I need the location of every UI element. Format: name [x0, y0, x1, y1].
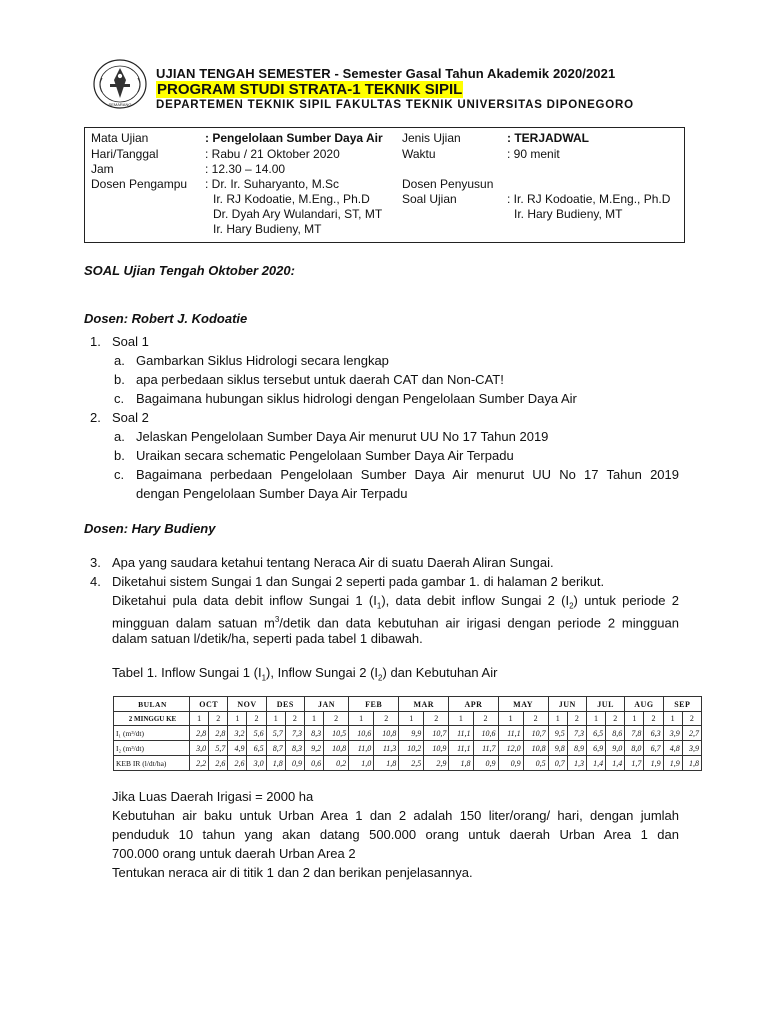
month-header: FEB — [349, 697, 399, 712]
table-cell: 6,9 — [586, 741, 605, 756]
week-header: 1 — [190, 712, 209, 726]
q2-number: 2. — [90, 410, 101, 425]
table-cell: 3,0 — [247, 756, 266, 771]
week-header: 1 — [586, 712, 605, 726]
month-header: MAY — [498, 697, 548, 712]
table-cell: 1,8 — [449, 756, 473, 771]
row-label-keb-ir: KEB IR (l/dt/ha) — [114, 756, 190, 771]
penyusun-label-2: Soal Ujian — [402, 192, 457, 206]
table-cell: 8,6 — [606, 726, 625, 741]
table-cell: 10,8 — [523, 741, 548, 756]
table-cell: 8,3 — [285, 741, 304, 756]
week-header: 2 — [209, 712, 228, 726]
table-cell: 0,9 — [473, 756, 498, 771]
week-header: 2 — [247, 712, 266, 726]
table-cell: 1,9 — [644, 756, 663, 771]
table-cell: 10,9 — [424, 741, 449, 756]
week-header: 1 — [228, 712, 247, 726]
table-cell: 12,0 — [498, 741, 523, 756]
table-cell: 10,8 — [374, 726, 399, 741]
table-cell: 3,9 — [682, 741, 701, 756]
table-cell: 0,7 — [548, 756, 567, 771]
week-header: 1 — [304, 712, 323, 726]
svg-text:SEMARANG: SEMARANG — [108, 102, 132, 107]
week-header: 1 — [266, 712, 285, 726]
table-cell: 0,5 — [523, 756, 548, 771]
table-cell: 1,9 — [663, 756, 682, 771]
dosen-pengampu-label: Dosen Pengampu — [91, 177, 188, 191]
week-header: 1 — [498, 712, 523, 726]
jam-label: Jam — [91, 162, 114, 176]
table-cell: 5,7 — [209, 741, 228, 756]
table-row-keb-ir — [114, 756, 702, 771]
table-cell: 6,5 — [247, 741, 266, 756]
table-cell: 2,6 — [209, 756, 228, 771]
dosen-pengampu-2: Ir. RJ Kodoatie, M.Eng., Ph.D — [213, 192, 370, 206]
month-header: APR — [449, 697, 498, 712]
q4-line1: Diketahui sistem Sungai 1 dan Sungai 2 seperti pada gambar 1. di halaman 2 berikut. — [112, 574, 605, 589]
table-cell: 11,1 — [449, 741, 473, 756]
month-header: DES — [266, 697, 304, 712]
table-row-i1 — [114, 726, 702, 741]
jenis-value: : TERJADWAL — [507, 131, 589, 145]
table-cell: 1,0 — [349, 756, 374, 771]
table-cell: 6,5 — [586, 726, 605, 741]
month-header: JAN — [304, 697, 348, 712]
table-cell: 11,7 — [473, 741, 498, 756]
week-header: 2 — [644, 712, 663, 726]
mata-ujian-value: : Pengelolaan Sumber Daya Air — [205, 131, 383, 145]
luas-irigasi-text: Jika Luas Daerah Irigasi = 2000 ha — [112, 789, 314, 804]
penyusun-2: Ir. Hary Budieny, MT — [514, 207, 623, 221]
exam-header-line1: UJIAN TENGAH SEMESTER - Semester Gasal Tahun Akademik 2020/2021 — [156, 66, 616, 81]
q2a-text: Jelaskan Pengelolaan Sumber Daya Air menurut UU No 17 Tahun 2019 — [136, 429, 549, 444]
table-cell: 9,5 — [548, 726, 567, 741]
hari-label: Hari/Tanggal — [91, 147, 159, 161]
week-header: 2 — [424, 712, 449, 726]
table-cell: 9,0 — [606, 741, 625, 756]
table-cell: 1,8 — [374, 756, 399, 771]
table-cell: 11,1 — [449, 726, 473, 741]
q4-line4: dalam satuan l/detik/ha, seperti pada tabel 1 dibawah. — [112, 631, 423, 646]
q2b-marker: b. — [114, 448, 125, 463]
q1-number: 1. — [90, 334, 101, 349]
q1-title: Soal 1 — [112, 334, 149, 349]
table-cell: 2,6 — [228, 756, 247, 771]
table-cell: 4,8 — [663, 741, 682, 756]
q3-text: Apa yang saudara ketahui tentang Neraca Air di suatu Daerah Aliran Sungai. — [112, 555, 554, 570]
table-cell: 6,7 — [644, 741, 663, 756]
q2a-marker: a. — [114, 429, 125, 444]
table-cell: 3,9 — [663, 726, 682, 741]
kebutuhan-line1: Kebutuhan air baku untuk Urban Area 1 dan 2 adalah 150 liter/orang/ hari, dengan jumlah — [112, 808, 679, 823]
month-header: JUL — [586, 697, 624, 712]
month-header: SEP — [663, 697, 701, 712]
table-cell: 5,6 — [247, 726, 266, 741]
table-row-i2 — [114, 741, 702, 756]
table-cell: 10,2 — [399, 741, 424, 756]
week-header: 2 — [473, 712, 498, 726]
header-minggu: 2 MINGGU KE — [114, 712, 190, 726]
table-cell: 1,8 — [682, 756, 701, 771]
table-cell: 0,2 — [324, 756, 349, 771]
table-cell: 10,7 — [523, 726, 548, 741]
q2-title: Soal 2 — [112, 410, 149, 425]
table-cell: 2,2 — [190, 756, 209, 771]
month-header: OCT — [190, 697, 228, 712]
dosen-pengampu-1: : Dr. Ir. Suharyanto, M.Sc — [205, 177, 340, 191]
row-label-i1: I₁ (m³/dt) — [114, 726, 190, 741]
table-cell: 1,4 — [586, 756, 605, 771]
penyusun-1: : Ir. RJ Kodoatie, M.Eng., Ph.D — [507, 192, 671, 206]
month-header: AUG — [625, 697, 663, 712]
table-cell: 1,3 — [567, 756, 586, 771]
q4-line3: mingguan dalam satuan $m^3$/detik dan data kebutuhan air irigasi dengan periode 2 mingguan — [112, 615, 679, 631]
table-cell: 10,8 — [324, 741, 349, 756]
table-cell: 0,6 — [304, 756, 323, 771]
table-cell: 7,3 — [567, 726, 586, 741]
table-cell: 11,1 — [498, 726, 523, 741]
table-cell: 3,2 — [228, 726, 247, 741]
table-cell: 9,8 — [548, 741, 567, 756]
month-header: JUN — [548, 697, 586, 712]
week-header: 1 — [349, 712, 374, 726]
table-cell: 1,4 — [606, 756, 625, 771]
table-cell: 8,3 — [304, 726, 323, 741]
table-cell: 2,7 — [682, 726, 701, 741]
q2b-text: Uraikan secara schematic Pengelolaan Sumber Daya Air Terpadu — [136, 448, 514, 463]
dosen-2-heading: Dosen: Hary Budieny — [84, 521, 216, 536]
table-cell: 1,8 — [266, 756, 285, 771]
table-cell: 7,8 — [625, 726, 644, 741]
week-header: 2 — [682, 712, 701, 726]
q4-line2: Diketahui pula data debit inflow Sungai 1 $(I_1)$, data debit inflow Sungai 2 $(I_2)$ untuk periode 2 — [112, 593, 679, 611]
table-cell: 2,9 — [424, 756, 449, 771]
table-cell: 8,7 — [266, 741, 285, 756]
month-header: NOV — [228, 697, 266, 712]
week-header: 2 — [606, 712, 625, 726]
hari-value: : Rabu / 21 Oktober 2020 — [205, 147, 340, 161]
dosen-pengampu-3: Dr. Dyah Ary Wulandari, ST, MT — [213, 207, 383, 221]
inflow-table — [113, 696, 702, 771]
week-header: 1 — [625, 712, 644, 726]
table-cell: 11,0 — [349, 741, 374, 756]
dosen-pengampu-4: Ir. Hary Budieny, MT — [213, 222, 322, 236]
task-text: Tentukan neraca air di titik 1 dan 2 dan berikan penjelasannya. — [112, 865, 473, 880]
q1c-marker: c. — [114, 391, 125, 406]
table-caption: Tabel 1. Inflow Sungai 1 $(I_1)$, Inflow Sungai 2 $(I_2)$ dan Kebutuhan Air — [112, 665, 498, 683]
table-cell: 5,7 — [266, 726, 285, 741]
month-header: MAR — [399, 697, 449, 712]
q3-number: 3. — [90, 555, 101, 570]
table-cell: 9,9 — [399, 726, 424, 741]
table-cell: 8,0 — [625, 741, 644, 756]
kebutuhan-line2: penduduk 10 tahun yang akan datang 500.000 orang untuk daerah Urban Area 1 dan — [112, 827, 679, 842]
week-header: 2 — [374, 712, 399, 726]
q1b-marker: b. — [114, 372, 125, 387]
table-header-weeks — [114, 712, 702, 726]
soal-title: SOAL Ujian Tengah Oktober 2020: — [84, 263, 295, 278]
row-label-i2: I₂ (m³/dt) — [114, 741, 190, 756]
week-header: 2 — [324, 712, 349, 726]
table-cell: 8,9 — [567, 741, 586, 756]
q2c-marker: c. — [114, 467, 125, 482]
table-cell: 6,3 — [644, 726, 663, 741]
table-cell: 10,6 — [473, 726, 498, 741]
q1c-text: Bagaimana hubungan siklus hidrologi dengan Pengelolaan Sumber Daya Air — [136, 391, 577, 406]
university-seal-logo — [92, 58, 148, 110]
table-header-months — [114, 697, 702, 712]
table-cell: 10,7 — [424, 726, 449, 741]
jenis-label: Jenis Ujian — [402, 131, 461, 145]
table-cell: 2,8 — [209, 726, 228, 741]
q2c-text-line2: dengan Pengelolaan Sumber Daya Air Terpadu — [136, 486, 408, 501]
table-cell: 1,7 — [625, 756, 644, 771]
table-cell: 10,6 — [349, 726, 374, 741]
week-header: 2 — [285, 712, 304, 726]
mata-ujian-label: Mata Ujian — [91, 131, 149, 145]
waktu-label: Waktu — [402, 147, 436, 161]
table-cell: 2,8 — [190, 726, 209, 741]
table-cell: 2,5 — [399, 756, 424, 771]
week-header: 1 — [399, 712, 424, 726]
week-header: 1 — [548, 712, 567, 726]
q1a-marker: a. — [114, 353, 125, 368]
q1b-text: apa perbedaan siklus tersebut untuk daerah CAT dan Non-CAT! — [136, 372, 504, 387]
header-bulan: BULAN — [114, 697, 190, 712]
q1a-text: Gambarkan Siklus Hidrologi secara lengkap — [136, 353, 389, 368]
table-cell: 0,9 — [285, 756, 304, 771]
table-cell: 0,9 — [498, 756, 523, 771]
table-cell: 3,0 — [190, 741, 209, 756]
table-cell: 10,5 — [324, 726, 349, 741]
penyusun-label-1: Dosen Penyusun — [402, 177, 494, 191]
department-header: DEPARTEMEN TEKNIK SIPIL FAKULTAS TEKNIK UNIVERSITAS DIPONEGORO — [156, 99, 634, 111]
jam-value: : 12.30 – 14.00 — [205, 162, 286, 176]
dosen-1-heading: Dosen: Robert J. Kodoatie — [84, 311, 248, 326]
table-cell: 11,3 — [374, 741, 399, 756]
week-header: 2 — [567, 712, 586, 726]
q2c-text-line1: Bagaimana perbedaan Pengelolaan Sumber Daya Air menurut UU No 17 Tahun 2019 — [136, 467, 679, 482]
program-header: PROGRAM STUDI STRATA-1 TEKNIK SIPIL — [157, 81, 463, 98]
q4-number: 4. — [90, 574, 101, 589]
table-cell: 7,3 — [285, 726, 304, 741]
table-cell: 4,9 — [228, 741, 247, 756]
waktu-value: : 90 menit — [507, 147, 560, 161]
kebutuhan-line3: 700.000 orang untuk daerah Urban Area 2 — [112, 846, 356, 861]
week-header: 1 — [449, 712, 473, 726]
week-header: 2 — [523, 712, 548, 726]
table-cell: 9,2 — [304, 741, 323, 756]
week-header: 1 — [663, 712, 682, 726]
